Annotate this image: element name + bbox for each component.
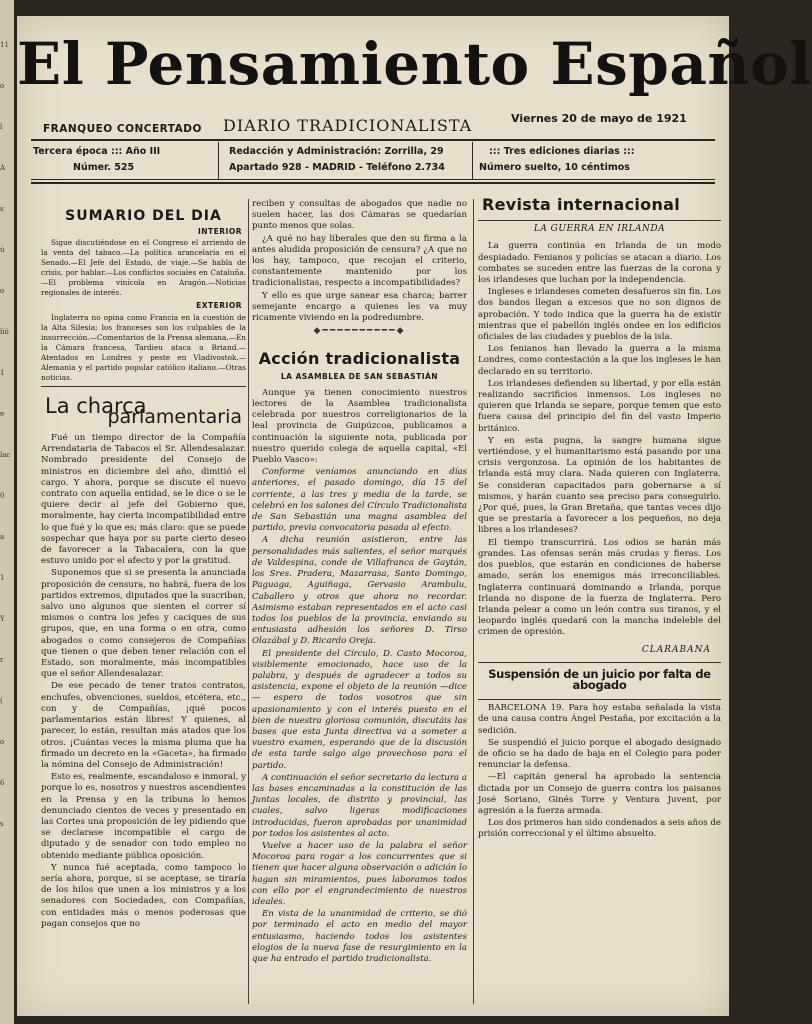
exterior-summary: Inglaterra no opina como Francia en la cuestión de la Alta Silesia; los franceses son los culpables de la insurrección.—Comentarios de la Prensa alemana.—En la Cámara francesa, Tardieu ataca a Briand.—Atentados en Londres y peste en Vladivostok.—Alemania y el partido popular católico italiano.—Otras noticias. bbox=[41, 312, 246, 382]
sumario-heading: SUMARIO DEL DIA bbox=[65, 208, 222, 224]
masthead-subtitle: DIARIO TRADICIONALISTA bbox=[223, 116, 473, 135]
suspension-paragraph: BARCELONA 19. Para hoy estaba señalada la vista de una causa contra Ángel Pestaña, por excitación a la sedición. bbox=[478, 703, 721, 736]
charca-continued: ¿A qué no hay liberales que den su firma a la antes aludida proposición de censura? ¿A que no los hay, tampoco, que recojan el criterio, constantemente mantenido por los tradicionalistas, respecto a incompatibilidades? bbox=[252, 233, 467, 289]
column-divider-1 bbox=[248, 199, 249, 1004]
charca-continued: reciben y consultas de abogados que nadie no suelen hacer, las dos Cámaras se quedarían punto menos que solas. bbox=[252, 199, 467, 232]
asamblea-subheading: LA ASAMBLEA DE SAN SEBASTIÁN bbox=[280, 371, 439, 381]
revista-paragraph: La guerra continúa en Irlanda de un modo despiadado. Fenianos y policías se atacan a diario. Los combates se suceden entre las fuerzas de la corona y los irlandeses que luchan por la independencia. bbox=[478, 241, 721, 286]
masthead-rule-top bbox=[31, 139, 715, 141]
strip-fragment: A bbox=[0, 164, 6, 172]
suspension-rule-top bbox=[478, 662, 721, 663]
guerra-subheading: LA GUERRA EN IRLANDA bbox=[533, 224, 666, 235]
charca-heading-1: La charca bbox=[45, 393, 147, 418]
suspension-paragraph: Los dos primeros han sido condenados a seis años de prisión correccional y el último absuelto. bbox=[478, 818, 721, 840]
column-2 bbox=[252, 199, 467, 1014]
accion-paragraph: A continuación el señor secretario da lectura a las bases encaminadas a la constitución de las Juntas locales, de distrito y provincial, las cuales, salvo ligeras modificaciones introducidas, fueron aprobadas por unanimidad por todos los asistentes al acto. bbox=[252, 772, 467, 839]
strip-fragment: 11 bbox=[0, 41, 9, 49]
charca-paragraph: Y nunca fué aceptada, como tampoco lo sería ahora, porque, si se aceptase, se tiraría de los hilos que unen a los ministros y a los senadores con Sociedades, con Compañías, con entidades más o menos poderosas que pagan consejos que no bbox=[41, 862, 246, 929]
info-epoca bbox=[33, 144, 160, 176]
accion-paragraph: A dicha reunión asistieron, entre las personalidades más salientes, el señor marqués de Valdespina, conde de Villafranca de Gaytán, los Sres. Pradera, Mazarrasa, Santo Domingo, Paguaga, Aguiñaga, Gervasio Arambulu, Caballero y otros que ahora no recordar. Asimismo estaban representados en el acto casi todos los pueblos de la provincia, enviando su entusiasta adhesión los señores D. Tirso Olazábal y D. Ricardo Oreja. bbox=[252, 535, 467, 647]
strip-fragment: lió bbox=[0, 328, 9, 336]
strip-fragment: Y bbox=[0, 615, 5, 623]
strip-fragment: r bbox=[0, 656, 4, 664]
charca-continued: Y ello es que urge sanear esa charca; barrer semejante encargo a quienes les va muy ricamente viviendo en la podredumbre. bbox=[252, 290, 467, 324]
interior-summary: Sigue discutiéndose en el Congreso el arriendo de la venta del tabaco.—La política arancelaria en el Senado.—El Jefe del Estado, de viaje.—Se habla de crisis, por hablar.—Los conflictos sociales en Cataluña.—El problema vinícola en Aragón.—Noticias regionales de interés. bbox=[41, 238, 246, 298]
charca-heading-2: parlamentaria bbox=[107, 405, 242, 428]
strip-fragment: 1 bbox=[0, 369, 5, 377]
info-ediciones bbox=[479, 144, 635, 176]
info-divider-2 bbox=[472, 142, 473, 179]
exterior-heading: EXTERIOR bbox=[196, 301, 242, 311]
masthead-rule-mid bbox=[31, 179, 715, 180]
accion-paragraph: Vuelve a hacer uso de la palabra el señor Mocoroa para rogar a los concurrentes que si tienen que hacer alguna observación o adición lo hagan sin miramientos, pues laboramos todos con ello por el engrandecimiento de nuestros ideales. bbox=[252, 840, 467, 907]
suspension-rule-bottom bbox=[478, 699, 721, 700]
info-divider-1 bbox=[218, 142, 219, 179]
issue-date: Viernes 20 de mayo de 1921 bbox=[511, 112, 687, 125]
redaccion-text: Redacción y Administración: Zorrilla, 29 bbox=[229, 146, 444, 157]
revista-paragraph: Y en esta pugna, la sangre humana sigue vertiéndose, y el humanitarismo está pasando por una crisis vergonzosa. La opinión de los habitantes de Irlanda está muy clara. Nada quieren con Inglaterra. Se consideran capacitados para gobernarse a sí mismos, y harán cuanto sea preciso para conseguirlo. ¿Por qué, pues, la Gran Bretaña, que tantas veces dijo que se prestaría a favorecer a los pequeños, no deja libres a los irlandeses? bbox=[478, 435, 721, 536]
charca-paragraph: Suponemos que si se presenta la anunciada proposición de censura, no habrá, fuera de los partidos extremos, diputados que la suscriban, salvo uno algunos que sienten el correr sí mismos o contra los jefes y caciques de sus grupos, que, en una forma o en otra, como abogados o como consejeros de Compañías que tienen o que deben tener relación con el Estado, son moralmente, más incompatibles que el señor Allendesalazar. bbox=[41, 568, 246, 680]
accion-paragraph: El presidente del Círculo, D. Casto Mocoroa, visiblemente emocionado, hace uso de la palabra, y después de agradecer a todos su asistencia, expone el objeto de la reunión —dice— espero de todos vosotros que sin apasionamiento y con el interés puesto en el bien de nuestra gloriosa comunión, discutáis las bases que esta Junta directiva va a someter a vuestro examen, esperando que de la discusión de esta tarde salgo algo provechoso para el partido. bbox=[252, 648, 467, 771]
franqueo-label: FRANQUEO CONCERTADO bbox=[43, 123, 202, 135]
newspaper-page bbox=[17, 16, 812, 1016]
charca-paragraph: Fué un tiempo director de la Compañía Arrendataria de Tabacos el Sr. Allendesalazar. Nombrado presidente del Consejo de ministros en diciembre del año, dimitió el cargo. Y ahora, porque se discute el nuevo contrato con aquella entidad, se le dice o se le quiere decir al jefe del Gobierno que, moralmente, hay cierta incompatibilidad entre lo que fué y lo que es; más claro: que se puede sospechar que haya por su parte cierto deseo de favorecer a la Tabacalera, con la que estuvo unido por el afecto y por la gratitud. bbox=[41, 433, 246, 567]
adjacent-page-strip bbox=[0, 0, 14, 1024]
revista-heading: Revista internacional bbox=[482, 195, 681, 214]
column-divider-2 bbox=[473, 199, 474, 1004]
strip-fragment: 1 bbox=[0, 574, 5, 582]
accion-heading: Acción tradicionalista bbox=[258, 349, 461, 369]
strip-fragment: e bbox=[0, 410, 5, 418]
strip-fragment: lac bbox=[0, 451, 11, 459]
strip-fragment: ú bbox=[0, 246, 5, 254]
revista-paragraph: Ingleses e irlandeses cometen desafueros sin fin. Los dos bandos llegan a excesos que no son dignos de aprobación. Y todo indica que la guerra ha de existir mientras que el pabellón inglés ondee en los edificios oficiales de las ciudades y pueblos de la isla. bbox=[478, 287, 721, 343]
suspension-heading: Suspensión de un juicio por falta de abogado bbox=[488, 666, 711, 692]
section-rule bbox=[41, 386, 246, 387]
interior-heading: INTERIOR bbox=[197, 227, 242, 237]
apartado-text: Apartado 928 - MADRID - Teléfono 2.734 bbox=[229, 162, 445, 173]
strip-fragment: o bbox=[0, 82, 5, 90]
strip-fragment: 6 bbox=[0, 779, 5, 787]
column-1 bbox=[41, 199, 246, 1014]
column-3 bbox=[478, 195, 721, 1014]
revista-paragraph: Los irlandeses defienden su libertad, y por ella están realizando sacrificios inmensos. Los ingleses no quieren que Irlanda se separe, porque temen que esto fuera causa del principio del fin del vasto Imperio británico. bbox=[478, 378, 721, 434]
ornament-rule: ◆━━━━━━━━━━◆ bbox=[313, 326, 406, 337]
strip-fragment: l bbox=[0, 123, 3, 131]
strip-fragment: ( bbox=[0, 697, 3, 705]
accion-paragraph: En vista de la unanimidad de criterio, se dió por terminado el acto en medio del mayor entusiasmo, haciendo todos los asistentes elogios de la nueva fase de resurgimiento en la que ha entrado el partido tradicionalista. bbox=[252, 909, 467, 964]
revista-paragraph: El tiempo transcurrirá. Los odios se harán más grandes. Las ofensas serán más crudas y fieras. Los dos pueblos, que estarán en condiciones de haberse amado, serán los enemigos más irreconciliables. Inglaterra continuará dominando a Irlanda, porque Irlanda no dispone de la fuerza de Inglaterra. Pero Irlanda pelear a como un león contra sus tiranos, y el leopardo inglés quedará con la mancha indeleble del crimen de opresión. bbox=[478, 537, 721, 638]
strip-fragment: a bbox=[0, 533, 5, 541]
charca-paragraph: Esto es, realmente, escandaloso e inmoral, y porque lo es, nosotros y nuestros ascendientes en la Prensa y en la tribuna lo hemos denunciado cientos de veces y presentado en las Cortes una proposición de ley pidiendo que se declarase incompatible el cargo de diputado y de senador con todo empleo no obtenido mediante pública oposición. bbox=[41, 772, 246, 861]
ediciones-text: ::: Tres ediciones diarias ::: bbox=[489, 146, 635, 157]
charca-paragraph: De ese pecado de tener tratos contratos, enchufes, obvenciones, sueldos, etcétera, etc., con y de Compañías, ¡qué pocos parlamentarios están libres! Y quienes, al parecer, lo están, resultan más atados que los otros. ¡Cuántas veces la misma pluma que ha firmado un decreto en la «Gaceta», ha firmado la nómina del Consejo de Administración! bbox=[41, 681, 246, 770]
accion-intro: Aunque ya tienen conocimiento nuestros lectores de la Asamblea tradicionalista celebrada por nuestros correligionarios de la leal provincia de Guipúzcoa, publicamos a continuación la siguiente nota, publicada por nuestro querido colega de aquella capital, «El Pueblo Vasco»: bbox=[252, 387, 467, 466]
revista-rule bbox=[478, 220, 721, 221]
masthead-title: El Pensamiento Español bbox=[17, 30, 812, 98]
strip-fragment: 0 bbox=[0, 492, 5, 500]
strip-fragment: o bbox=[0, 738, 5, 746]
numero-text: Númer. 525 bbox=[73, 162, 135, 173]
strip-fragment: s bbox=[0, 820, 4, 828]
epoca-text: Tercera época ::: Año III bbox=[33, 146, 161, 157]
strip-fragment: s bbox=[0, 205, 4, 213]
info-redaccion bbox=[229, 144, 445, 176]
suspension-paragraph: Se suspendió el juicio porque el abogado designado de oficio se ha dado de baja en el Colegio para poder renunciar la defensa. bbox=[478, 737, 721, 771]
masthead-rule-bottom bbox=[31, 182, 715, 184]
suelto-text: Número suelto, 10 céntimos bbox=[479, 162, 630, 173]
accion-paragraph: Conforme veníamos anunciando en días anteriores, el pasado domingo, día 15 del corriente, a las tres y media de la tarde, se celebró en los salones del Círculo Tradicionalista de San Sebastián una magna asamblea del partido, previa convocatoria pasada al efecto. bbox=[252, 467, 467, 534]
suspension-paragraph: —El capitán general ha aprobado la sentencia dictada por un Consejo de guerra contra los paisanos José Soriano, Ginés Torre y Ventura Juvent, por agresión a la fuerza armada. bbox=[478, 772, 721, 816]
strip-fragment: o bbox=[0, 287, 5, 295]
revista-paragraph: Los fenianos han llevado la guerra a la misma Londres, como contestación a la que los ingleses le han declarado en su territorio. bbox=[478, 344, 721, 377]
revista-signature: CLARABANA bbox=[641, 644, 711, 655]
